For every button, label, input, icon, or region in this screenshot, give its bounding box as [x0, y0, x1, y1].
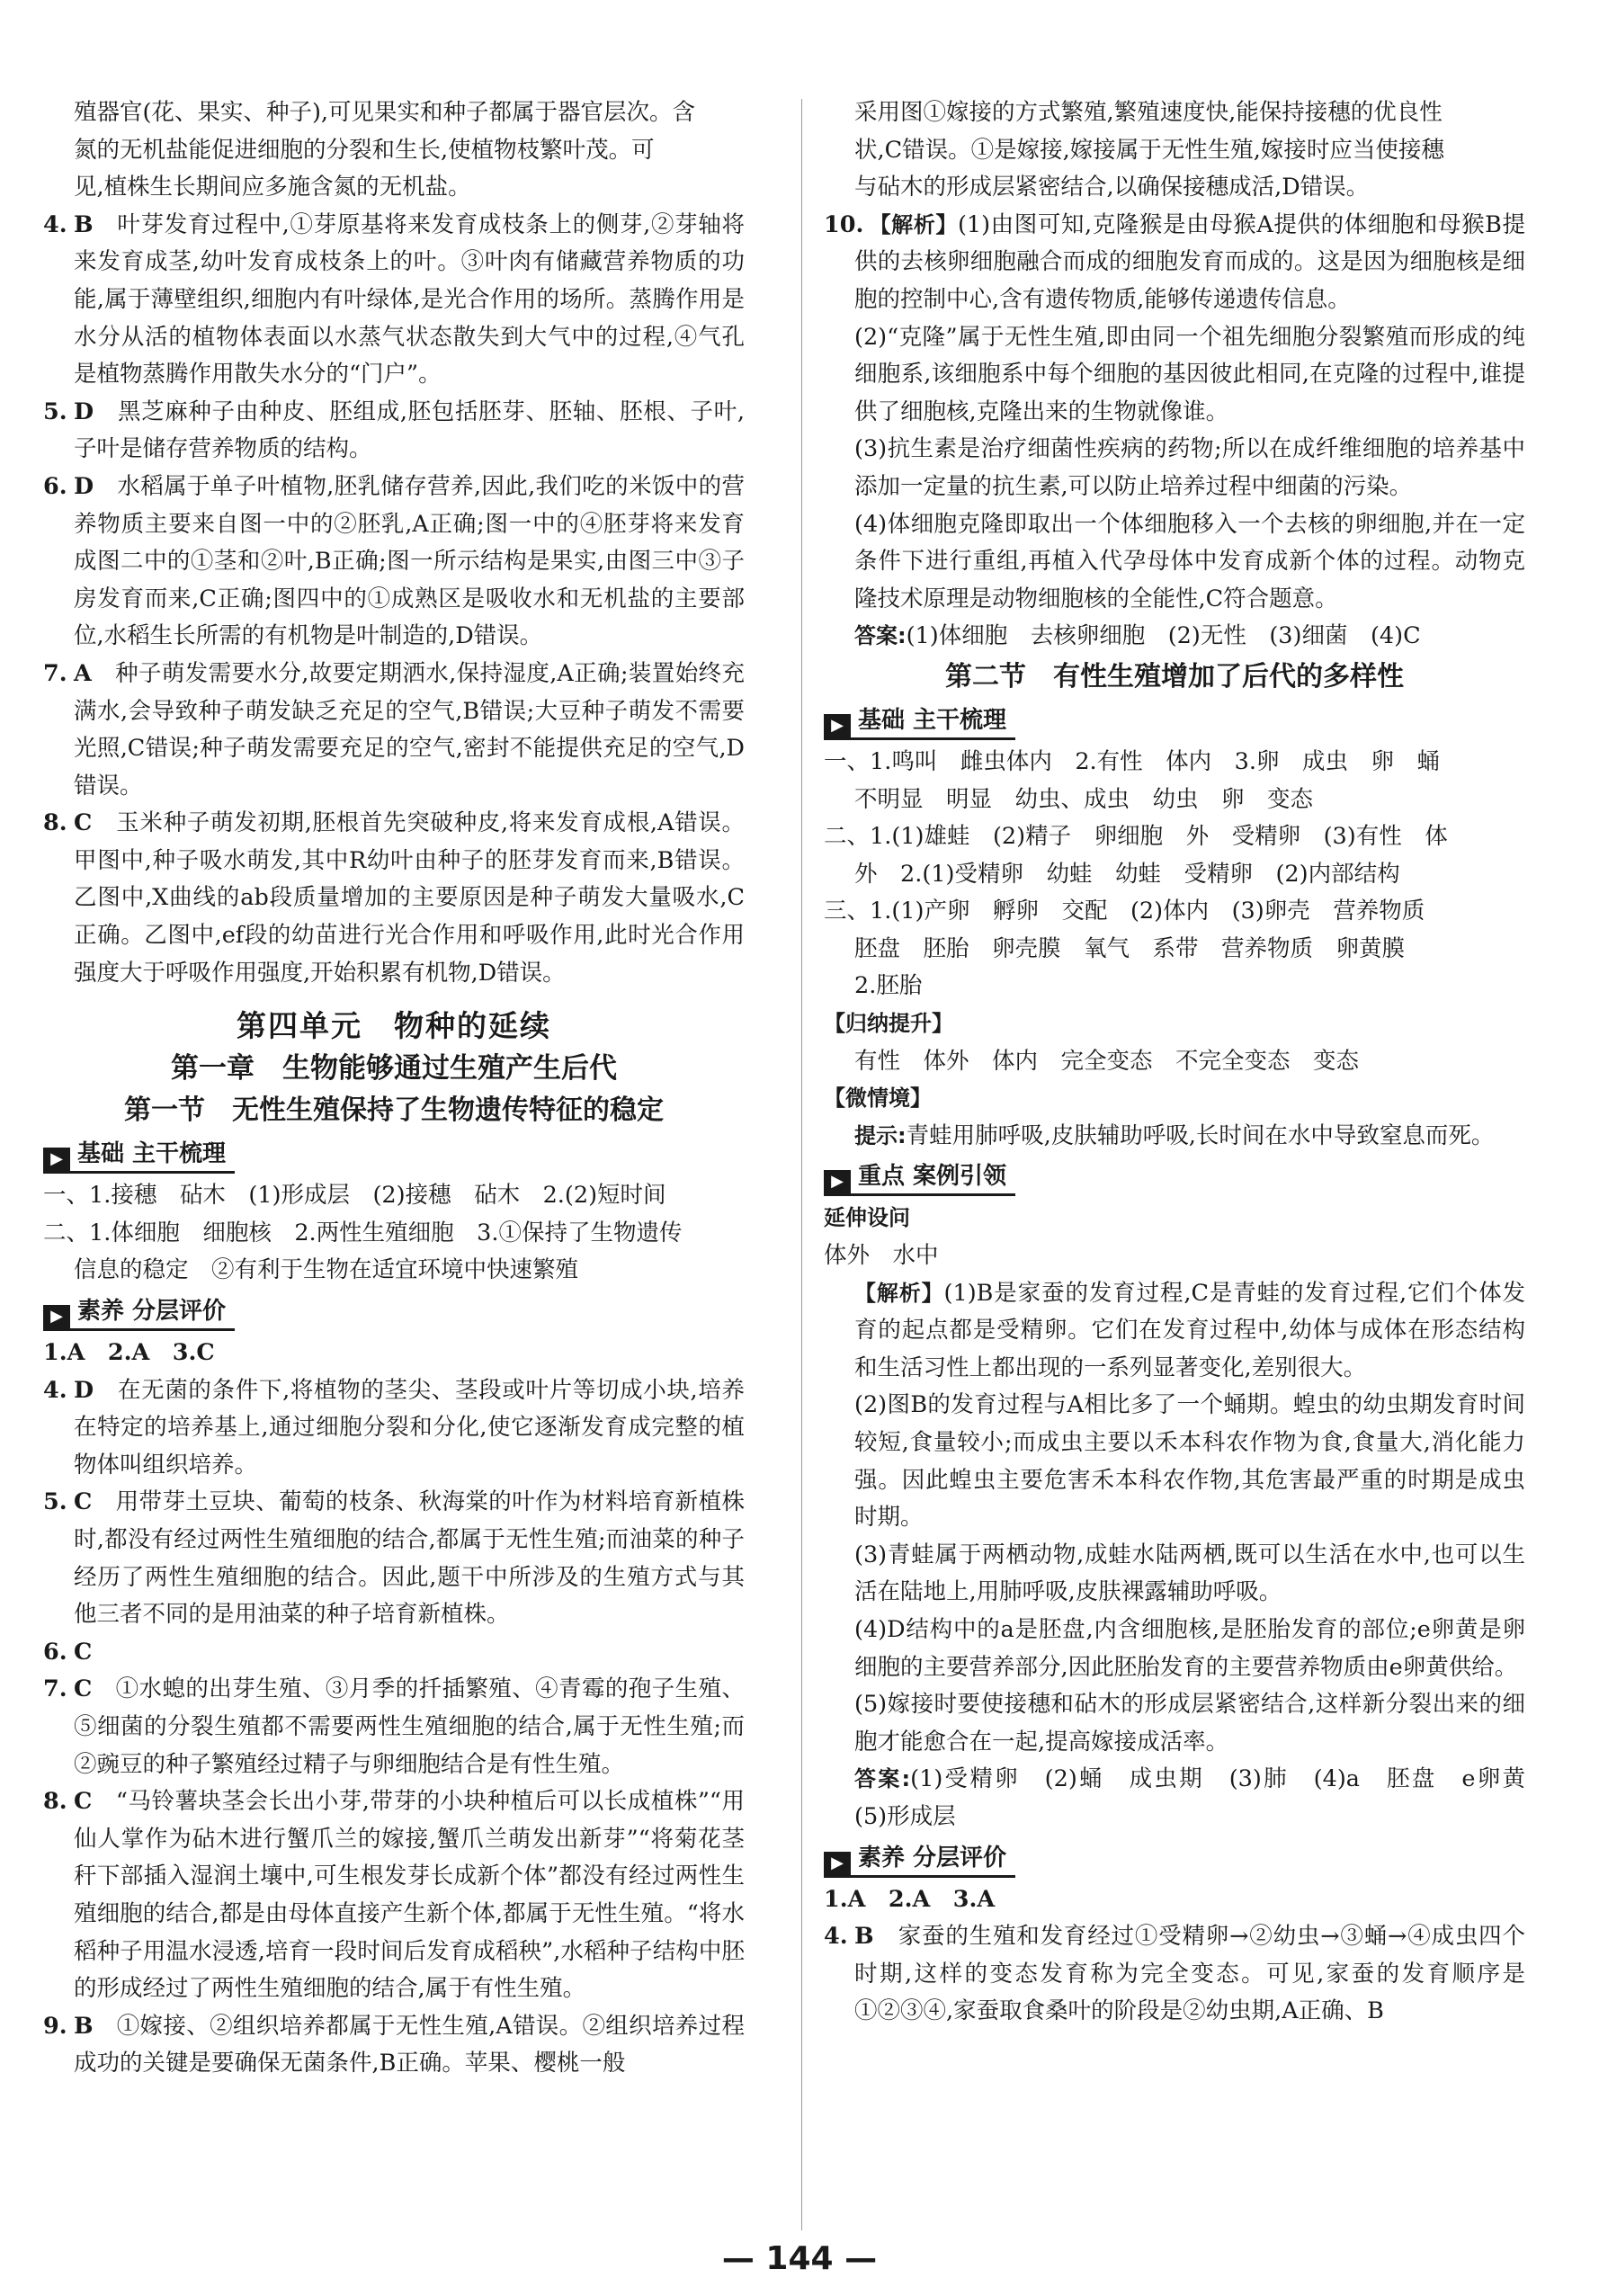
analysis-paragraph: (2)图B的发育过程与A相比多了一个蛹期。蝗虫的幼虫期发育时间较短,食量较小;而成虫主要以禾本科农作物为食,食量大,消化能力强。因此蝗虫主要危害禾本科农作物,其危害最严重的时期是成虫时期。: [854, 1391, 1525, 1532]
answer-item-4: 4. B 叶芽发育过程中,①芽原基将来发育成枝条上的侧芽,②芽轴将来发育成茎,幼叶发育成枝条上的叶。③叶肉有储藏营养物质的功能,属于薄壁组织,细胞内有叶绿体,是光合作用的场所。蒸腾作用是水分从活的植物体表面以水蒸气状态散失到大气中的过程,④气孔是植物蒸腾作用散失水分的“门户”。: [43, 210, 745, 389]
section-title: 第一节 无性生殖保持了生物遗传特征的稳定: [124, 1094, 664, 1127]
answer-line: 一、1.鸣叫 雌虫体内 2.有性 体内 3.卵 成虫 卵 蛹: [824, 747, 1440, 775]
section-title: 第二节 有性生殖增加了后代的多样性: [945, 660, 1404, 692]
induction-tag: 【归纳提升】: [824, 1011, 953, 1037]
extension-label: 延伸设问: [824, 1205, 910, 1231]
basic-review-header: ▶ 基础 主干梳理: [824, 704, 1525, 740]
scenario-hint: 提示:青蛙用肺呼吸,皮肤辅助呼吸,长时间在水中导致窒息而死。: [854, 1121, 1495, 1149]
answer-item-8: 8. C “马铃薯块茎会长出小芽,带芽的小块种植后可以长成植株”“用仙人掌作为砧木进行蟹爪兰的嫁接,蟹爪兰萌发出新芽”“将菊花茎秆下部插入湿润土壤中,可生根发芽长成新个体”都没有经过两性生殖细胞的结合,都是由母体直接产生新个体,都属于无性生殖。“将水稻种子用温水浸透,培育一段时间后发育成稻秧”,水稻种子结构中胚的形成经过了两性生殖细胞的结合,属于有性生殖。: [43, 1788, 745, 2003]
mc-answers: 1.A 2.A 3.A: [824, 1885, 996, 1913]
answer-line: 胚盘 胚胎 卵壳膜 氧气 系带 营养物质 卵黄膜: [854, 934, 1406, 962]
analysis-paragraph: (3)青蛙属于两栖动物,成蛙水陆两栖,既可以生活在水中,也可以生活在陆地上,用肺呼吸,皮肤裸露辅助呼吸。: [854, 1541, 1525, 1606]
answer-line: 不明显 明显 幼虫、成虫 幼虫 卵 变态: [854, 785, 1314, 813]
induction-answers: 有性 体外 体内 完全变态 不完全变态 变态: [854, 1047, 1360, 1075]
analysis-paragraph: (3)抗生素是治疗细菌性疾病的药物;所以在成纤维细胞的培养基中添加一定量的抗生素,可以防止培养过程中细菌的污染。: [854, 435, 1525, 500]
continued-line: 采用图①嫁接的方式繁殖,繁殖速度快,能保持接穗的优良性: [854, 99, 1443, 126]
scenario-tag: 【微情境】: [824, 1085, 932, 1112]
extension-answer: 体外 水中: [824, 1242, 939, 1270]
answer-summary: 答案:(1)体细胞 去核卵细胞 (2)无性 (3)细菌 (4)C: [854, 622, 1421, 650]
bookmark-icon: ▶: [824, 714, 851, 737]
bookmark-icon: ▶: [824, 1852, 851, 1875]
answer-item-10: 10. 【解析】(1)由图可知,克隆猴是由母猴A提供的体细胞和母猴B提供的去核卵细胞融合而成的细胞发育而成的。这是因为细胞核是细胞的控制中心,含有遗传物质,能够传递遗传信息。: [824, 210, 1525, 313]
analysis-paragraph: (4)D结构中的a是胚盘,内含细胞核,是胚胎发育的部位;e卵黄是卵细胞的主要营养部分,因此胚胎发育的主要营养物质由e卵黄供给。: [854, 1615, 1525, 1681]
answer-item-5: 5. C 用带芽土豆块、葡萄的枝条、秋海棠的叶作为材料培育新植株时,都没有经过两性生殖细胞的结合,都属于无性生殖;而油菜的种子经历了两性生殖细胞的结合。因此,题干中所涉及的生殖方式与其他三者不同的是用油菜的种子培育新植株。: [43, 1488, 745, 1629]
answer-item-5: 5. D 黑芝麻种子由种皮、胚组成,胚包括胚芽、胚轴、胚根、子叶,子叶是储存营养物质的结构。: [43, 398, 745, 463]
answer-item-4: 4. D 在无菌的条件下,将植物的茎尖、茎段或叶片等切成小块,培养在特定的培养基上,通过细胞分裂和分化,使它逐渐发育成完整的植物体叫组织培养。: [43, 1376, 745, 1479]
literacy-eval-header: ▶ 素养 分层评价: [824, 1842, 1525, 1878]
key-case-header: ▶ 重点 案例引领: [824, 1160, 1525, 1196]
answer-line: 信息的稳定 ②有利于生物在适宜环境中快速繁殖: [74, 1256, 579, 1284]
answer-item-7: 7. C ①水螅的出芽生殖、③月季的扦插繁殖、④青霉的孢子生殖、⑤细菌的分裂生殖都不需要两性生殖细胞的结合,属于无性生殖;而②豌豆的种子繁殖经过精子与卵细胞结合是有性生殖。: [43, 1675, 745, 1778]
bookmark-icon: ▶: [824, 1170, 851, 1193]
column-divider: [801, 99, 802, 2230]
answer-item-8: 8. C 玉米种子萌发初期,胚根首先突破种皮,将来发育成根,A错误。甲图中,种子吸水萌发,其中R幼叶由种子的胚芽发育而来,B错误。乙图中,X曲线的ab段质量增加的主要原因是种子萌发大量吸水,C正确。乙图中,ef段的幼苗进行光合作用和呼吸作用,此时光合作用强度大于呼吸作用强度,开始积累有机物,D错误。: [43, 809, 745, 987]
continued-line: 氮的无机盐能促进细胞的分裂和生长,使植物枝繁叶茂。可: [74, 136, 655, 164]
mc-answers: 1.A 2.A 3.C: [43, 1339, 215, 1367]
continued-line: 殖器官(花、果实、种子),可见果实和种子都属于器官层次。含: [74, 99, 696, 126]
answer-line: 外 2.(1)受精卵 幼蛙 幼蛙 受精卵 (2)内部结构: [854, 860, 1400, 888]
right-column: [824, 94, 1549, 2031]
unit-title: 第四单元 物种的延续: [237, 1008, 551, 1044]
left-column: [43, 94, 745, 2083]
answer-item-6: 6. D 水稻属于单子叶植物,胚乳储存营养,因此,我们吃的米饭中的营养物质主要来自图一中的②胚乳,A正确;图一中的④胚芽将来发育成图二中的①茎和②叶,B正确;图一所示结构是果实,由图三中③子房发育而来,C正确;图四中的①成熟区是吸收水和无机盐的主要部位,水稻生长所需的有机物是叶制造的,D错误。: [43, 472, 745, 650]
answer-item-7: 7. A 种子萌发需要水分,故要定期洒水,保持湿度,A正确;装置始终充满水,会导致种子萌发缺乏充足的空气,B错误;大豆种子萌发不需要光照,C错误;种子萌发需要充足的空气,密封不能提供充足的空气,D错误。: [43, 659, 745, 800]
answer-line: 2.胚胎: [854, 972, 923, 1000]
continued-line: 状,C错误。①是嫁接,嫁接属于无性生殖,嫁接时应当使接穗: [854, 136, 1444, 164]
answer-item-9: 9. B ①嫁接、②组织培养都属于无性生殖,A错误。②组织培养过程成功的关键是要确保无菌条件,B正确。苹果、樱桃一般: [43, 2012, 745, 2077]
bookmark-icon: ▶: [43, 1148, 70, 1171]
answer-line: 三、1.(1)产卵 孵卵 交配 (2)体内 (3)卵壳 营养物质: [824, 898, 1425, 925]
analysis-paragraph: (5)嫁接时要使接穗和砧木的形成层紧密结合,这样新分裂出来的细胞才能愈合在一起,提高嫁接成活率。: [854, 1691, 1525, 1756]
page-number: — 144 —: [721, 2240, 878, 2277]
answer-line: 二、1.体细胞 细胞核 2.两性生殖细胞 3.①保持了生物遗传: [43, 1219, 683, 1246]
answer-summary: 答案:(1)受精卵 (2)蛹 成虫期 (3)肺 (4)a 胚盘 e卵黄 (5)形成层: [854, 1765, 1549, 1830]
analysis-paragraph: (4)体细胞克隆即取出一个体细胞移入一个去核的卵细胞,并在一定条件下进行重组,再植入代孕母体中发育成新个体的过程。动物克隆技术原理是动物细胞核的全能性,C符合题意。: [854, 510, 1525, 612]
analysis-paragraph: (2)“克隆”属于无性生殖,即由同一个祖先细胞分裂繁殖而形成的纯细胞系,该细胞系中每个细胞的基因彼此相同,在克隆的过程中,谁提供了细胞核,克隆出来的生物就像谁。: [854, 323, 1525, 425]
basic-review-header: ▶ 基础 主干梳理: [43, 1138, 745, 1174]
continued-line: 见,植株生长期间应多施含氮的无机盐。: [74, 174, 471, 201]
answer-item-6: 6. C: [43, 1638, 93, 1666]
answer-line: 二、1.(1)雄蛙 (2)精子 卵细胞 外 受精卵 (3)有性 体: [824, 823, 1448, 851]
bookmark-icon: ▶: [43, 1305, 70, 1328]
continued-line: 与砧木的形成层紧密结合,以确保接穗成活,D错误。: [854, 174, 1370, 201]
analysis-paragraph: 【解析】(1)B是家蚕的发育过程,C是青蛙的发育过程,它们个体发育的起点都是受精卵。它们在发育过程中,幼体与成体在形态结构和生活习性上都出现的一系列显著变化,差别很大。: [854, 1279, 1525, 1381]
literacy-eval-header: ▶ 素养 分层评价: [43, 1295, 745, 1331]
answer-line: 一、1.接穗 砧木 (1)形成层 (2)接穗 砧木 2.(2)短时间: [43, 1182, 666, 1210]
answer-item-4: 4. B 家蚕的生殖和发育经过①受精卵→②幼虫→③蛹→④成虫四个时期,这样的变态发育称为完全变态。可见,家蚕的发育顺序是①②③④,家蚕取食桑叶的阶段是②幼虫期,A正确、B: [824, 1923, 1525, 2025]
chapter-title: 第一章 生物能够通过生殖产生后代: [171, 1052, 617, 1085]
